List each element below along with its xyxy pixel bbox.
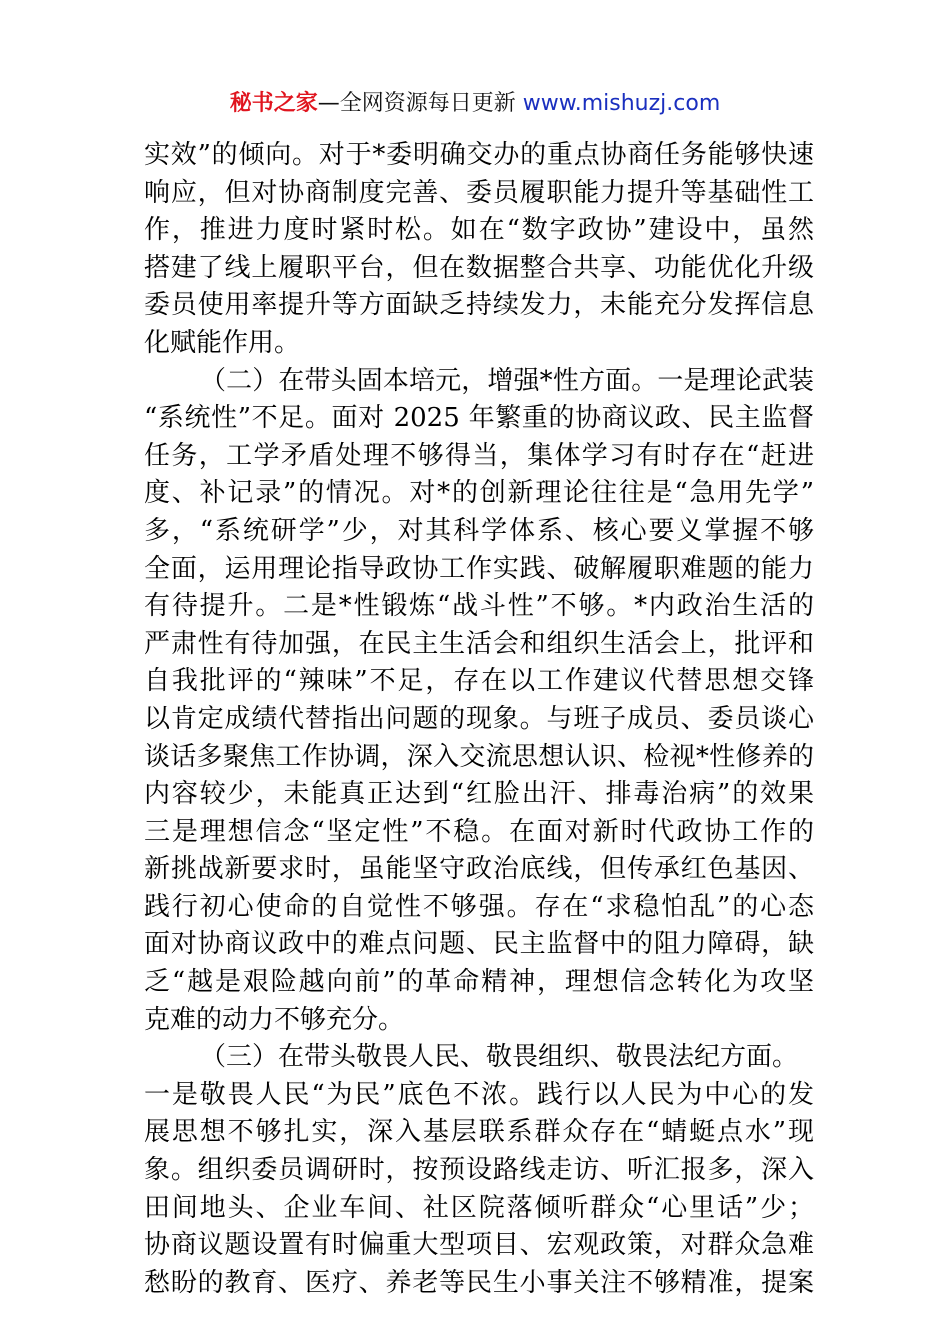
document-body [144, 137, 814, 1302]
text-line: 践行初心使命的自觉性不够强。存在“求稳怕乱”的心态 [144, 891, 814, 922]
text-line: 以肯定成绩代替指出问题的现象。与班子成员、委员谈心 [144, 703, 814, 734]
page-header [0, 86, 950, 122]
text-line: 实效”的倾向。对于*委明确交办的重点协商任务能够快速 [144, 140, 814, 170]
text-line: 任务，工学矛盾处理不够得当，集体学习有时存在“赶进 [144, 440, 814, 471]
text-line: 有待提升。二是*性锻炼“战斗性”不够。*内政治生活的 [144, 591, 814, 622]
text-line: 展思想不够扎实，深入基层联系群众存在“蜻蜓点水”现 [144, 1117, 814, 1148]
header-slogan: —全网资源每日更新 [317, 91, 516, 116]
text-line: 响应，但对协商制度完善、委员履职能力提升等基础性工 [144, 177, 814, 208]
text-line: 面对协商议政中的难点问题、民主监督中的阻力障碍，缺 [144, 929, 814, 960]
text-line: 委员使用率提升等方面缺乏持续发力，未能充分发挥信息 [144, 290, 814, 321]
text-line: 严肃性有待加强，在民主生活会和组织生活会上，批评和 [144, 628, 814, 659]
text-line: 作，推进力度时紧时松。如在“数字政协”建设中，虽然 [144, 215, 814, 246]
section-heading-line: （三）在带头敬畏人民、敬畏组织、敬畏法纪方面。 [200, 1042, 799, 1073]
text-line: 搭建了线上履职平台，但在数据整合共享、功能优化升级 [144, 252, 814, 283]
text-line: 谈话多聚焦工作协调，深入交流思想认识、检视*性修养的 [144, 741, 814, 772]
text-line: 克难的动力不够充分。 [144, 1004, 405, 1035]
text-line: 一是敬畏人民“为民”底色不浓。践行以人民为中心的发 [144, 1079, 814, 1110]
text-line: 乏“越是艰险越向前”的革命精神，理想信念转化为攻坚 [144, 967, 814, 998]
section-heading-line: （二）在带头固本培元，增强*性方面。一是理论武装 [200, 365, 814, 396]
text-line: 象。组织委员调研时，按预设路线走访、听汇报多，深入 [144, 1155, 814, 1186]
text-line: 新挑战新要求时，虽能坚守政治底线，但传承红色基因、 [144, 854, 814, 885]
text-line: 自我批评的“辣味”不足，存在以工作建议代替思想交锋 [144, 666, 814, 697]
header-brand: 秘书之家 [229, 91, 318, 116]
text-line: 内容较少，未能真正达到“红脸出汗、排毒治病”的效果 [144, 779, 814, 810]
header-site-link[interactable]: www.mishuzj.com [522, 91, 721, 116]
text-line: 化赋能作用。 [144, 327, 301, 358]
text-line: 多，“系统研学”少，对其科学体系、核心要义掌握不够 [144, 515, 814, 546]
text-line: 愁盼的教育、医疗、养老等民生小事关注不够精准，提案 [144, 1267, 814, 1298]
text-line: 三是理想信念“坚定性”不稳。在面对新时代政协工作的 [144, 816, 814, 847]
text-line: 协商议题设置有时偏重大型项目、宏观政策，对群众急难 [144, 1230, 814, 1261]
text-line: “系统性”不足。面对 2025 年繁重的协商议政、民主监督 [144, 403, 814, 434]
text-line: 田间地头、企业车间、社区院落倾听群众“心里话”少； [144, 1192, 814, 1223]
text-line: 全面，运用理论指导政协工作实践、破解履职难题的能力 [144, 553, 814, 584]
text-line: 度、补记录”的情况。对*的创新理论往往是“急用先学” [144, 478, 814, 509]
